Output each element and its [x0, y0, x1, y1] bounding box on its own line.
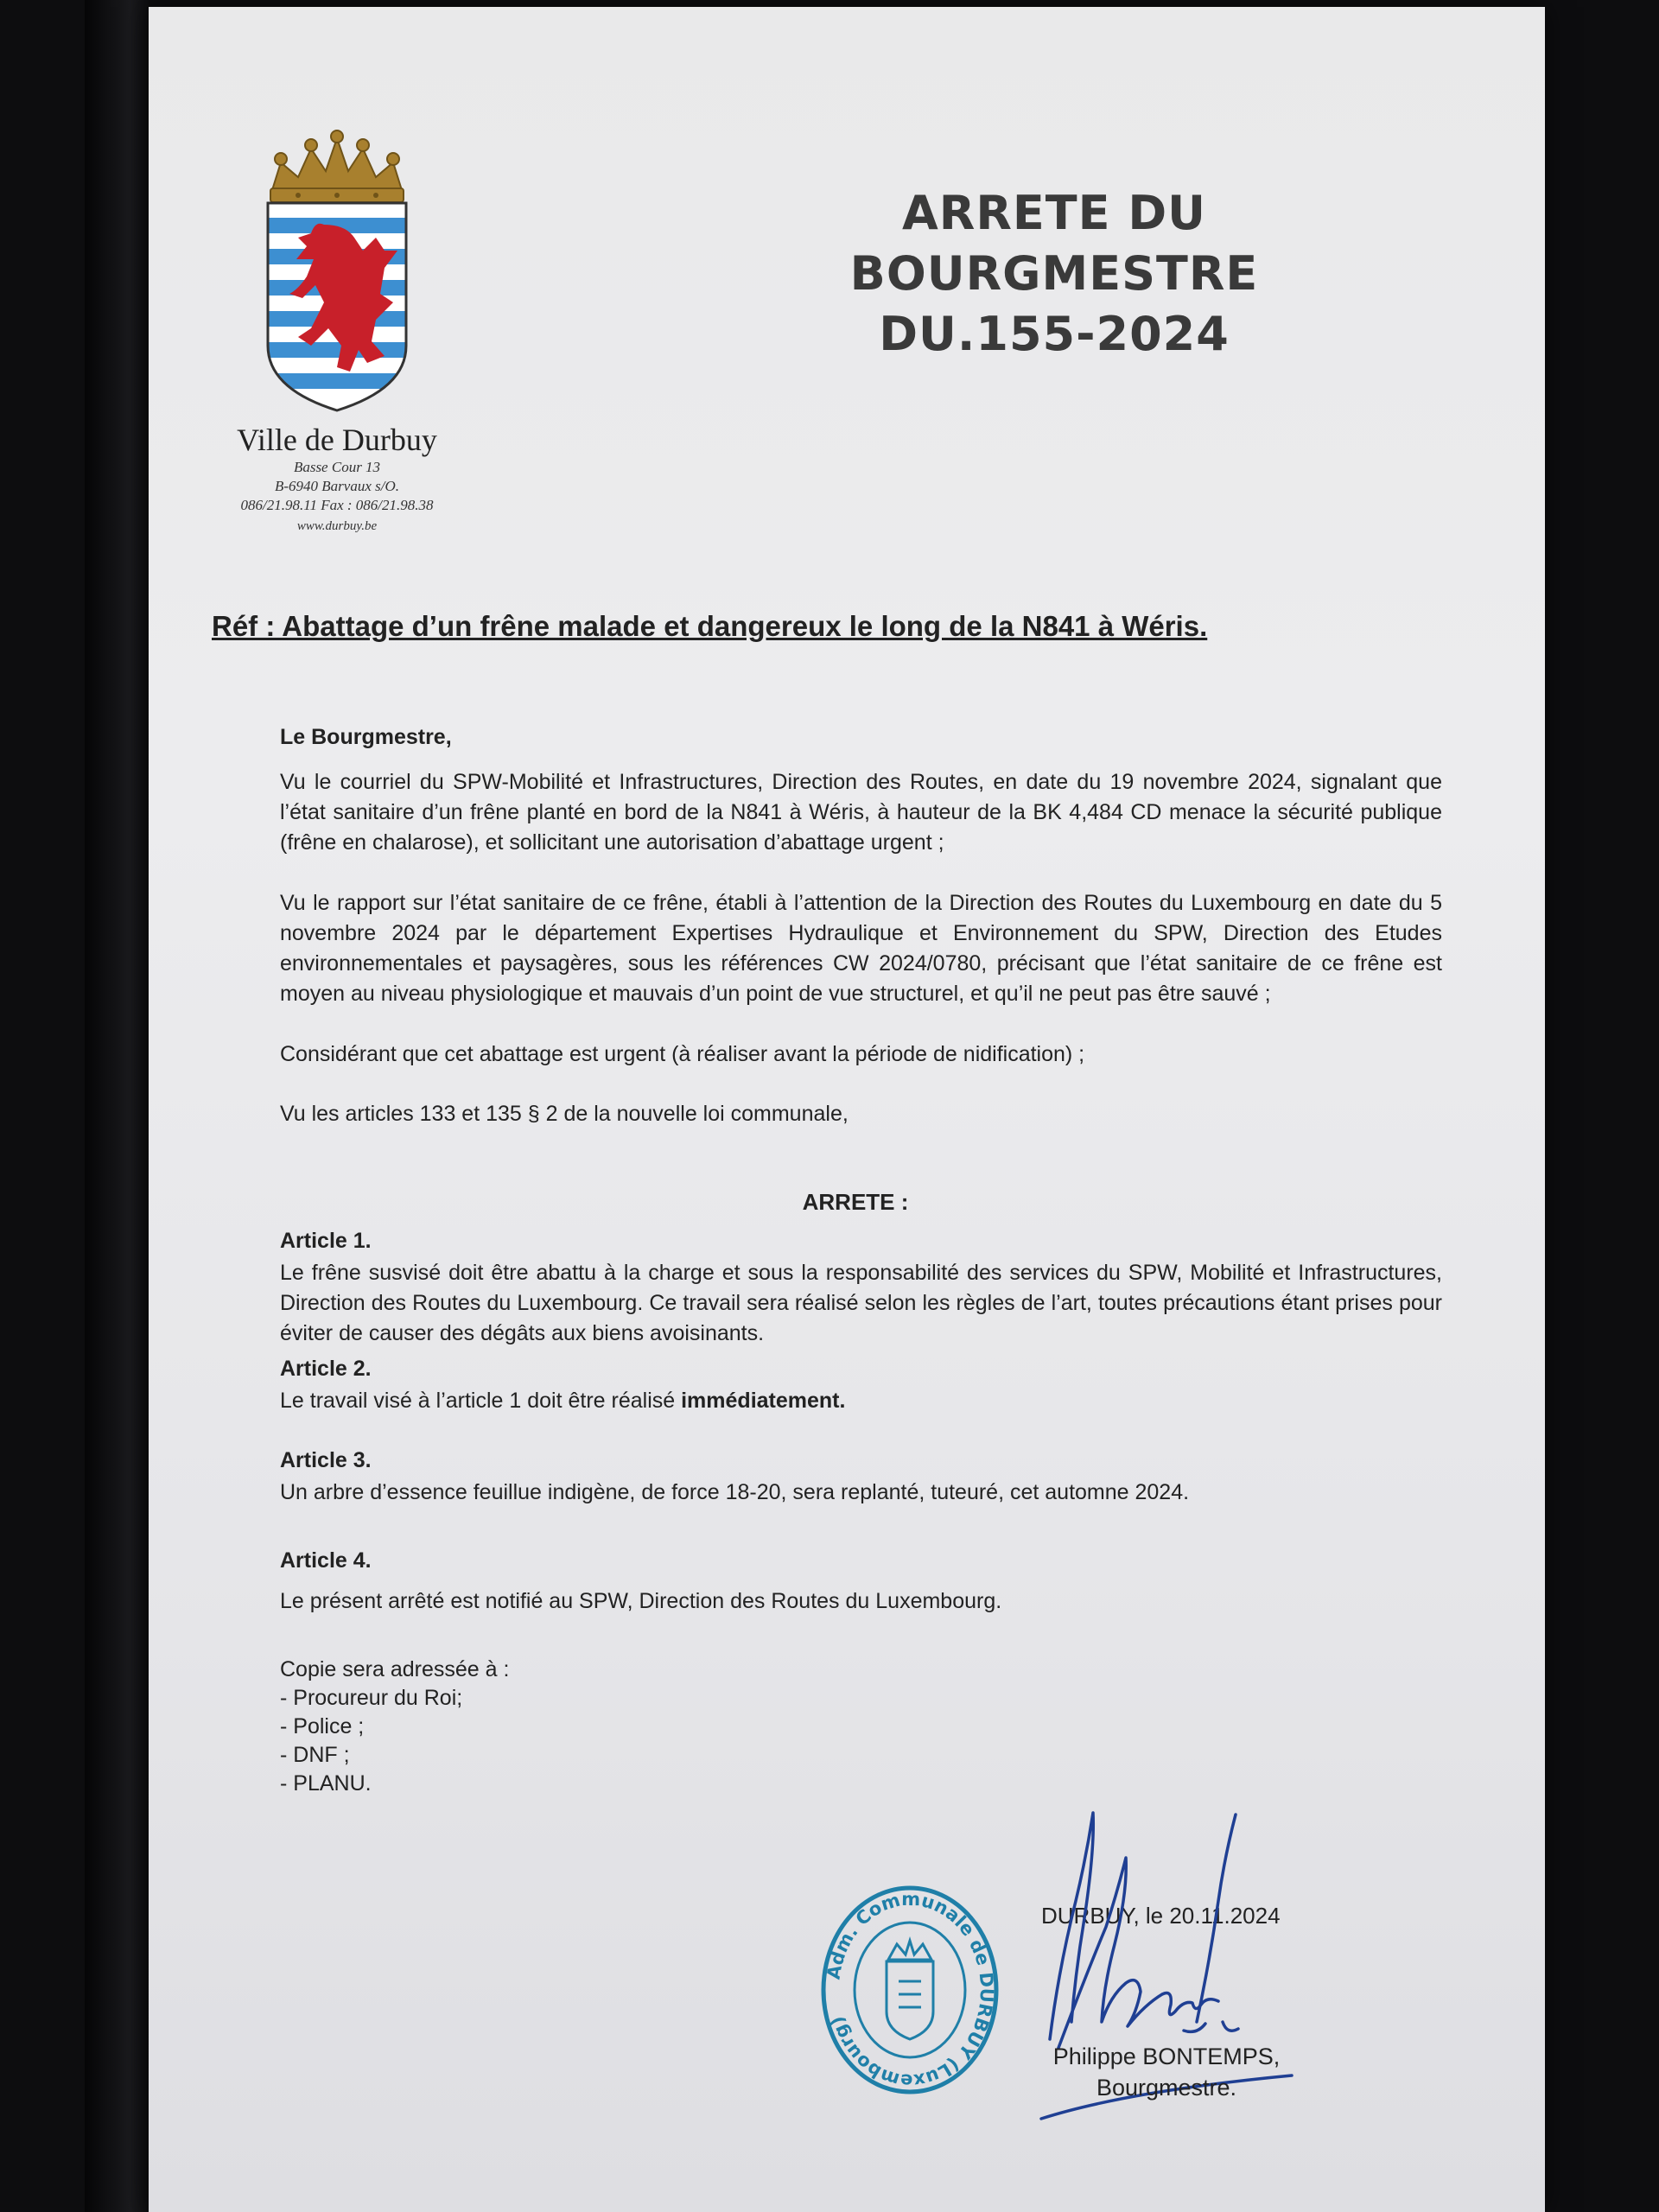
article-2-title: Article 2.	[280, 1357, 372, 1381]
durbuy-coat-of-arms-icon	[264, 130, 410, 419]
address-line-1: Basse Cour 13	[293, 459, 381, 475]
paragraph-considerant: Considérant que cet abattage est urgent (à réaliser avant la période de nidification) ;	[280, 1042, 1085, 1066]
article-4-title: Article 4.	[280, 1548, 372, 1573]
address-line-2: B-6940 Barvaux s/O.	[274, 478, 399, 494]
stamp-text: Adm. Communale de DURBUY (Luxembourg)	[823, 1888, 998, 2092]
copy-recipient: - Police ;	[280, 1714, 365, 1738]
paragraph-rapport: Vu le rapport sur l’état sanitaire de ce frêne, établi à l’attention de la Direction des Routes du Luxembourg en date du 5 novembre 2024 par le département Expertises Hydraulique et Environnement du SPW, Direction des Etudes environnementales et paysagères, sous les références CW 2024/0780, précisant que l’état sanitaire de ce frêne est moyen au niveau physiologique et mauvais d’un point de vue structurel, et qu’il ne peut pas être sauvé ;	[280, 891, 1442, 1006]
official-stamp-icon	[819, 1882, 1001, 2098]
paragraph-articles-loi: Vu les articles 133 et 135 § 2 de la nouvelle loi communale,	[280, 1102, 849, 1126]
article-4-text: Le présent arrêté est notifié au SPW, Direction des Routes du Luxembourg.	[280, 1589, 1002, 1613]
article-2-emphasis: immédiatement.	[681, 1389, 846, 1413]
document-title	[691, 183, 1417, 365]
paragraph-courriel: Vu le courriel du SPW-Mobilité et Infrastructures, Direction des Routes, en date du 19 novembre 2024, signalant que l’état sanitaire d’un frêne planté en bord de la N841 à Wéris, à hauteur de la BK 4,484 CD menace la sécurité publique (frêne en chalarose), et sollicitant une autorisation d’abattage urgent ;	[280, 770, 1442, 855]
place-and-date: DURBUY, le 20.11.2024	[1041, 1903, 1281, 1929]
article-3-title: Article 3.	[280, 1448, 372, 1472]
signatory-name: Philippe BONTEMPS,	[1052, 2044, 1281, 2069]
phone-fax-line: 086/21.98.11 Fax : 086/21.98.38	[240, 497, 434, 513]
title-line-2: DU.155-2024	[879, 307, 1230, 361]
device-frame-edge	[85, 0, 149, 2212]
town-name: Ville de Durbuy	[237, 423, 437, 457]
svg-text:Adm. Communale de DURBUY (Luxe	[823, 1889, 998, 2091]
article-1-title: Article 1.	[280, 1229, 372, 1253]
article-2-text-body: Le travail visé à l’article 1 doit être réalisé	[280, 1389, 682, 1413]
signatory-block	[1037, 2041, 1296, 2103]
website-line: www.durbuy.be	[296, 519, 378, 533]
article-1-text: Le frêne susvisé doit être abattu à la charge et sous la responsabilité des services du SPW, Mobilité et Infrastructures, Direction des Routes du Luxembourg. Ce travail sera réalisé selon les règles de l’art, toutes précautions étant prises pour éviter de causer des dégâts aux biens avoisinants.	[280, 1261, 1442, 1345]
decision-heading: ARRETE :	[802, 1189, 909, 1215]
salutation: Le Bourgmestre,	[280, 725, 452, 749]
title-line-1: ARRETE DU BOURGMESTRE	[849, 186, 1259, 301]
article-2-text	[280, 1386, 1442, 1416]
signatory-role: Bourgmestre.	[1096, 2075, 1237, 2101]
reference-line: Réf : Abattage d’un frêne malade et dangereux le long de la N841 à Wéris.	[212, 610, 1208, 642]
copy-recipient: - Procureur du Roi;	[280, 1686, 463, 1710]
copy-intro: Copie sera adressée à :	[280, 1657, 510, 1681]
article-3-text: Un arbre d’essence feuillue indigène, de force 18-20, sera replanté, tuteuré, cet automne 2024.	[280, 1480, 1190, 1504]
copy-recipient: - DNF ;	[280, 1743, 350, 1767]
copy-recipient: - PLANU.	[280, 1771, 372, 1796]
